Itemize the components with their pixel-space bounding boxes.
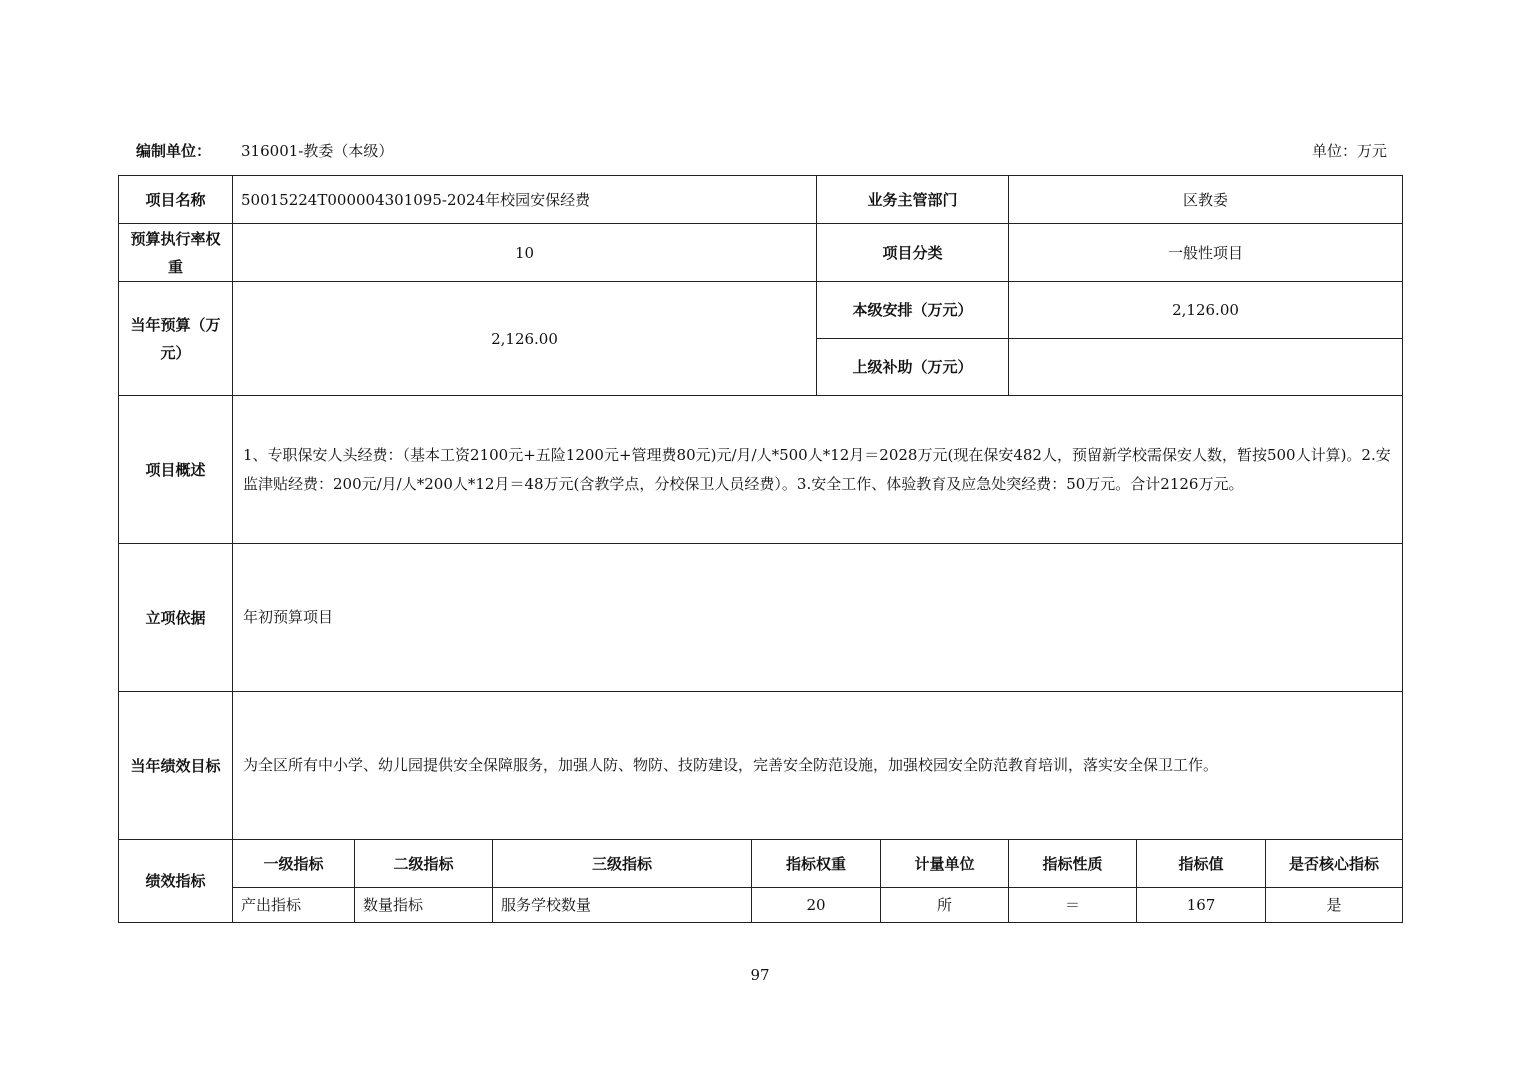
indicators-label: 绩效指标 [119, 840, 233, 923]
basis-label: 立项依据 [119, 544, 233, 692]
indicator-level1: 产出指标 [233, 888, 355, 923]
basis-value: 年初预算项目 [233, 544, 1403, 692]
table-row [119, 888, 1403, 923]
category-value: 一般性项目 [1009, 224, 1403, 282]
weight-value: 10 [233, 224, 817, 282]
row-overview [119, 396, 1403, 544]
indicator-header: 指标权重 [752, 840, 881, 888]
indicator-nature: ＝ [1009, 888, 1137, 923]
indicator-level2: 数量指标 [355, 888, 493, 923]
indicator-header: 计量单位 [881, 840, 1009, 888]
indicator-header: 指标值 [1137, 840, 1266, 888]
row-budget-local [119, 282, 1403, 339]
indicator-header-row [119, 840, 1403, 888]
indicator-header: 二级指标 [355, 840, 493, 888]
compiling-unit [136, 140, 393, 161]
dept-value: 区教委 [1009, 176, 1403, 224]
project-name-value: 50015224T000004301095-2024年校园安保经费 [233, 176, 817, 224]
budget-value: 2,126.00 [233, 282, 817, 396]
goal-label: 当年绩效目标 [119, 692, 233, 840]
overview-label: 项目概述 [119, 396, 233, 544]
local-label: 本级安排（万元） [817, 282, 1009, 339]
indicator-level3: 服务学校数量 [493, 888, 752, 923]
indicator-value: 167 [1137, 888, 1266, 923]
page-number: 97 [750, 966, 770, 984]
project-table [118, 175, 1403, 923]
row-weight [119, 224, 1403, 282]
goal-value: 为全区所有中小学、幼儿园提供安全保障服务，加强人防、物防、技防建设，完善安全防范设施，加强校园安全防范教育培训，落实安全保卫工作。 [233, 692, 1403, 840]
weight-label: 预算执行率权重 [119, 224, 233, 282]
project-name-label: 项目名称 [119, 176, 233, 224]
subsidy-value [1009, 339, 1403, 396]
indicator-header: 是否核心指标 [1266, 840, 1403, 888]
indicator-unit: 所 [881, 888, 1009, 923]
currency-unit: 单位：万元 [1312, 142, 1388, 160]
category-label: 项目分类 [817, 224, 1009, 282]
subsidy-label: 上级补助（万元） [817, 339, 1009, 396]
row-project-name [119, 176, 1403, 224]
indicator-header: 三级指标 [493, 840, 752, 888]
compiling-unit-label: 编制单位： [136, 142, 212, 160]
overview-value: 1、专职保安人头经费：（基本工资2100元+五险1200元+管理费80元)元/月/人*500人*12月＝2028万元(现在保安482人，预留新学校需保安人数，暂按500人计算)。2.安监津贴经费：200元/月/人*200人*12月＝48万元(含教学点，分校保卫人员经费）。3.安全工作、体验教育及应急处突经费：50万元。合计2126万元。 [233, 396, 1403, 544]
row-goal [119, 692, 1403, 840]
local-value: 2,126.00 [1009, 282, 1403, 339]
dept-label: 业务主管部门 [817, 176, 1009, 224]
compiling-unit-value: 316001-教委（本级） [241, 142, 394, 160]
indicator-weight: 20 [752, 888, 881, 923]
budget-label: 当年预算（万元） [119, 282, 233, 396]
indicator-core: 是 [1266, 888, 1403, 923]
row-basis [119, 544, 1403, 692]
indicator-header: 指标性质 [1009, 840, 1137, 888]
indicator-header: 一级指标 [233, 840, 355, 888]
